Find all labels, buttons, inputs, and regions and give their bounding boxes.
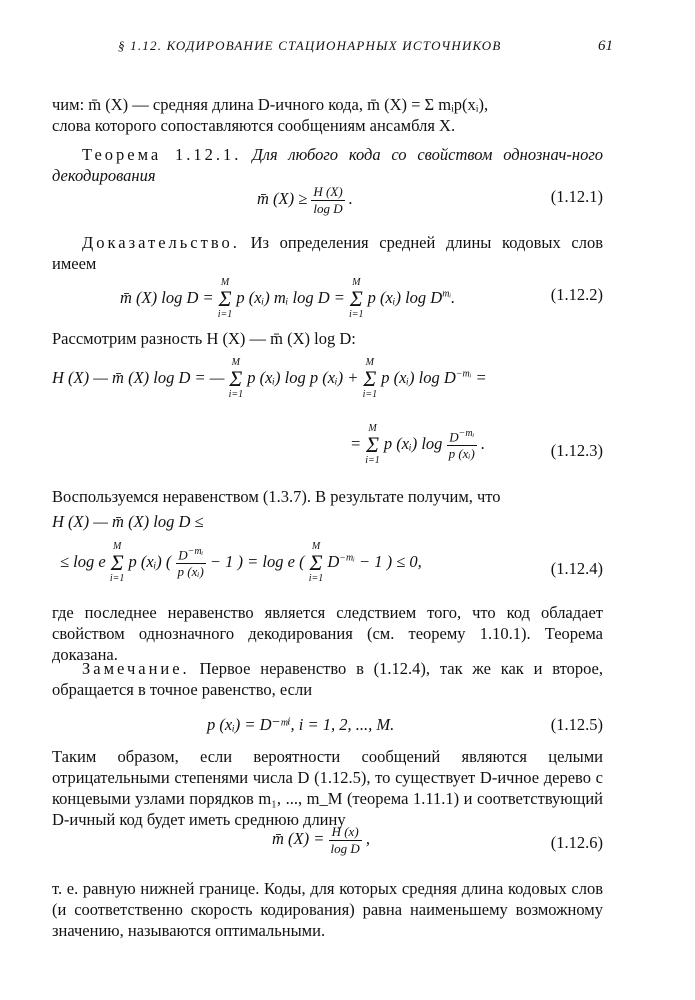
proof-text: Из определения средней длины кодовых слов имеем <box>52 233 604 274</box>
equation-2-number: (1.12.2) <box>550 285 603 304</box>
equation-3 <box>52 424 603 464</box>
equation-5-number: (1.12.5) <box>550 715 603 734</box>
equation-4-number: (1.12.4) <box>550 559 603 578</box>
equation-5-body: p (xᵢ) = D⁻ᵐⁱ, i = 1, 2, ..., M. <box>207 715 395 734</box>
equation-4 <box>52 542 603 582</box>
equation-2-body: m̄ (X) log D = M Σ i=1 p (xᵢ) mᵢ log D = M Σ i=1 p (xᵢ) $\log D^{mᵢ}$. <box>120 277 456 320</box>
consider-line: Рассмотрим разность H (X) — m̄ (X) log D: <box>52 329 356 348</box>
use-inequality: Воспользуемся неравенством (1.3.7). В результате получим, что <box>52 487 501 506</box>
paragraph-thus: Таким образом, если вероятности сообщений являются целыми отрицательными степенями числа D (1.12.5), то существует D-ичное дерево с концевыми узлами порядков m₁, ..., m_M (теорема 1.11.1) и соответствующий D-ичный код будет иметь среднюю длину <box>52 747 603 830</box>
paragraph-last: т. е. равную нижней границе. Коды, для которых средняя длина кодовых слов (и соответственно скорость кодирования) равна наименьшему возможному значению, называются оптимальными. <box>52 879 603 941</box>
remark-label: Замечание. <box>82 659 190 678</box>
equation-6-number: (1.12.6) <box>550 833 603 852</box>
proof-intro <box>52 232 603 274</box>
equation-2 <box>52 278 603 318</box>
remark <box>52 658 603 700</box>
intro-line-2: слова которого сопоставляются сообщениям ансамбля X. <box>52 116 456 136</box>
paragraph-intro <box>52 94 603 136</box>
equation-1-body: m̄ (X) ≥ $\frac{H (X)}{\text{log D}}$ . <box>257 184 353 216</box>
proof-label: Доказательство. <box>82 233 240 252</box>
running-header <box>118 38 613 55</box>
header-title: § 1.12. КОДИРОВАНИЕ СТАЦИОНАРНЫХ ИСТОЧНИКОВ <box>118 38 502 53</box>
theorem-label: Теорема 1.12.1. <box>82 145 242 164</box>
equation-3-body: = M Σ i=1 p (xᵢ) log $\frac{D^{-mᵢ}}{\text{p (xᵢ)}}$ . <box>350 423 486 466</box>
equation-6 <box>52 822 603 862</box>
equation-6-body: m̄ (X) = $\frac{H (x)}{\text{log D}}$ , <box>272 824 370 856</box>
equation-4-body: ≤ log e M Σ i=1 p (xᵢ) ( $\frac{D^{-mᵢ}}{\text{p (xᵢ)}}$ − 1 ) = log e ( M Σ i=1 $D^{-mᵢ} - 1$ ) ≤ 0, <box>60 541 422 584</box>
page-number: 61 <box>598 38 613 54</box>
theorem-statement: Для любого кода со свойством однознач-ного декодирования <box>52 145 604 186</box>
equation-3a-body: H (X) — m̄ (X) log D = — M Σ i=1 p (xᵢ) log p (xᵢ) + M Σ i=1 p (xᵢ) $\log D^{-mᵢ}$ = <box>52 357 487 400</box>
intro-line-1: чим: m̄ (X) — средняя длина D-ичного кода, m̄ (X) = Σ mᵢp(xᵢ), <box>52 95 489 114</box>
remark-text: Первое неравенство в (1.12.4), так же как и второе, обращается в точное равенство, если <box>52 659 604 700</box>
equation-4-lead: H (X) — m̄ (X) log D ≤ <box>52 512 204 531</box>
paragraph-where: где последнее неравенство является следствием того, что код обладает свойством однозначного декодирования (см. теорему 1.10.1). Теорема доказана. <box>52 603 603 665</box>
equation-3a <box>52 358 603 398</box>
equation-1 <box>52 180 603 220</box>
equation-1-number: (1.12.1) <box>550 187 603 206</box>
equation-5 <box>52 708 603 748</box>
equation-3-number: (1.12.3) <box>550 441 603 460</box>
